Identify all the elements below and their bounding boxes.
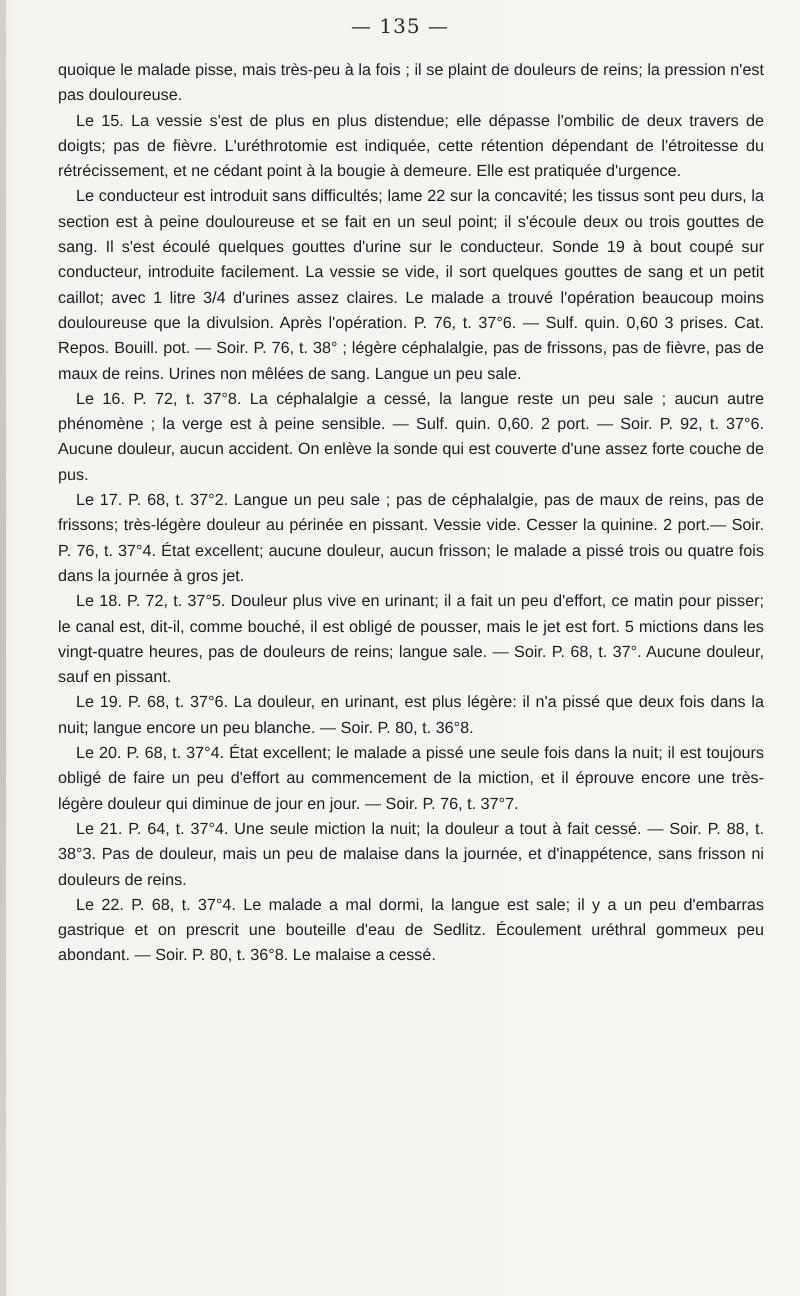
paragraph-day-19: Le 19. P. 68, t. 37°6. La douleur, en urinant, est plus légère: il n'a pissé que deux fois dans la nuit; langue encore un peu blanche. — Soir. P. 80, t. 36°8. xyxy=(58,693,764,737)
binding-gutter xyxy=(0,0,6,1296)
paragraph-day-18: Le 18. P. 72, t. 37°5. Douleur plus vive en urinant; il a fait un peu d'effort, ce matin pour pisser; le canal est, dit-il, comme bouché, il est obligé de pousser, mais le jet est fort. 5 mictions dans les vingt-quatre heures, pas de douleurs de reins; langue sale. — Soir. P. 68, t. 37°. Aucune douleur, sauf en pissant. xyxy=(58,592,764,687)
paragraph-continuation: quoique le malade pisse, mais très-peu à la fois ; il se plaint de douleurs de reins; la pression n'est pas douloureuse. xyxy=(58,61,764,105)
paragraph-day-20: Le 20. P. 68, t. 37°4. État excellent; le malade a pissé une seule fois dans la nuit; il est toujours obligé de faire un peu d'effort au commencement de la miction, et il éprouve encore une très-légère douleur qui diminue de jour en jour. — Soir. P. 76, t. 37°7. xyxy=(58,744,764,813)
paragraph-day-16: Le 16. P. 72, t. 37°8. La céphalalgie a cessé, la langue reste un peu sale ; aucun autre phénomène ; la verge est à peine sensible. — Sulf. quin. 0,60. 2 port. — Soir. P. 92, t. 37°6. Aucune douleur, aucun accident. On enlève la sonde qui est couverte d'une assez forte couche de pus. xyxy=(58,389,764,484)
page-number: — 135 — xyxy=(351,14,449,38)
paragraph-day-15: Le 15. La vessie s'est de plus en plus distendue; elle dépasse l'ombilic de deux travers de doigts; pas de fièvre. L'uréthrotomie est indiquée, cette rétention dépendant de l'étroitesse du rétrécissement, et ne cédant point à la bougie à demeure. Elle est pratiquée d'urgence. xyxy=(58,111,764,181)
paragraph-day-17: Le 17. P. 68, t. 37°2. Langue un peu sale ; pas de céphalalgie, pas de maux de reins, pas de frissons; très-légère douleur au périnée en pissant. Vessie vide. Cesser la quinine. 2 port.— Soir. P. 76, t. 37°4. État excellent; aucune douleur, aucun frisson; le malade a pissé trois ou quatre fois dans la journée à gros jet. xyxy=(58,491,764,585)
body-text xyxy=(58,58,764,969)
paragraph-day-21: Le 21. P. 64, t. 37°4. Une seule miction la nuit; la douleur a tout à fait cessé. — Soir. P. 88, t. 38°3. Pas de douleur, mais un peu de malaise dans la journée, et d'inappétence, sans frisson ni douleurs de reins. xyxy=(58,819,764,889)
paragraph-operation: Le conducteur est introduit sans difficultés; lame 22 sur la concavité; les tissus sont peu durs, la section est à peine douloureuse et se fait en un seul point; il s'écoule deux ou trois gouttes de sang. Il s'est écoulé quelques gouttes d'urine sur le conducteur. Sonde 19 à bout coupé sur conducteur, introduite facilement. La vessie se vide, il sort quelques gouttes de sang et un petit caillot; avec 1 litre 3/4 d'urines assez claires. Le malade a trouvé l'opération beaucoup moins douloureuse que la divulsion. Après l'opération. P. 76, t. 37°6. — Sulf. quin. 0,60 3 prises. Cat. Repos. Bouill. pot. — Soir. P. 76, t. 38° ; légère céphalalgie, pas de frissons, pas de fièvre, pas de maux de reins. Urines non mêlées de sang. Langue un peu sale. xyxy=(58,187,764,383)
paragraph-day-22: Le 22. P. 68, t. 37°4. Le malade a mal dormi, la langue est sale; il y a un peu d'embarras gastrique et on prescrit une bouteille d'eau de Sedlitz. Écoulement uréthral gommeux peu abondant. — Soir. P. 80, t. 36°8. Le malaise a cessé. xyxy=(58,895,764,965)
